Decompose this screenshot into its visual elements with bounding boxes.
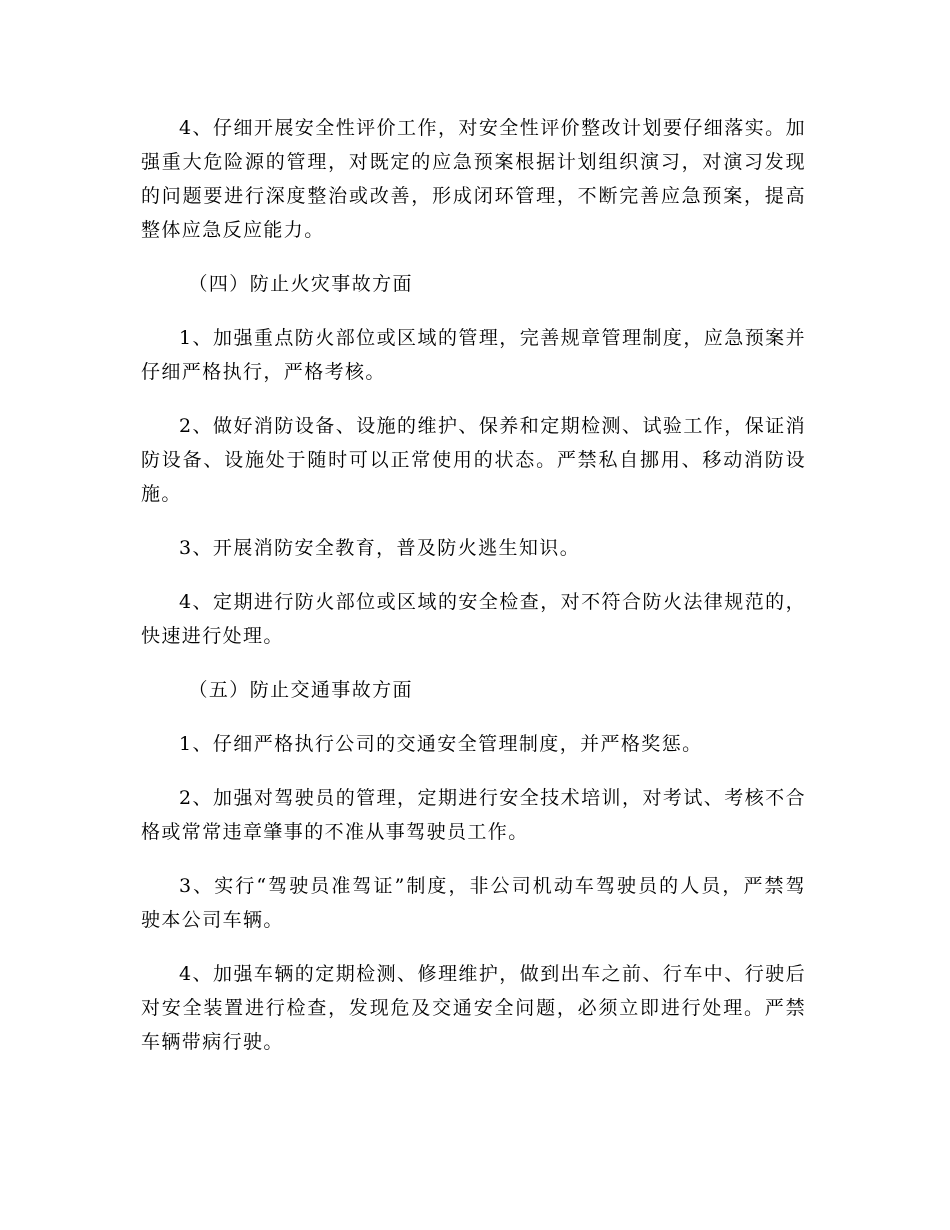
section-heading-traffic-prevention: （五）防止交通事故方面 [188, 679, 413, 701]
paragraph-fire-4: 4、定期进行防火部位或区域的安全检查，对不符合防火法律规范的，快速进行处理。 [141, 591, 806, 647]
paragraph-traffic-3: 3、实行“驾驶员准驾证”制度，非公司机动车驾驶员的人员，严禁驾驶本公司车辆。 [141, 875, 806, 931]
document-body [141, 111, 806, 1079]
paragraph-safety-evaluation: 4、仔细开展安全性评价工作，对安全性评价整改计划要仔细落实。加强重大危险源的管理，对既定的应急预案根据计划组织演习，对演习发现的问题要进行深度整治或改善，形成闭环管理，不断完善应急预案，提高整体应急反应能力。 [141, 117, 806, 241]
paragraph-fire-2: 2、做好消防设备、设施的维护、保养和定期检测、试验工作，保证消防设备、设施处于随时可以正常使用的状态。严禁私自挪用、移动消防设施。 [141, 415, 806, 505]
paragraph-traffic-1: 1、仔细严格执行公司的交通安全管理制度，并严格奖惩。 [179, 733, 703, 755]
paragraph-traffic-2: 2、加强对驾驶员的管理，定期进行安全技术培训，对考试、考核不合格或常常违章肇事的不准从事驾驶员工作。 [141, 787, 806, 843]
paragraph-fire-3: 3、开展消防安全教育，普及防火逃生知识。 [179, 537, 581, 559]
section-heading-fire-prevention: （四）防止火灾事故方面 [188, 273, 413, 295]
paragraph-traffic-4: 4、加强车辆的定期检测、修理维护，做到出车之前、行车中、行驶后对安全装置进行检查，发现危及交通安全问题，必须立即进行处理。严禁车辆带病行驶。 [141, 963, 806, 1053]
paragraph-fire-1: 1、加强重点防火部位或区域的管理，完善规章管理制度，应急预案并仔细严格执行，严格考核。 [141, 327, 806, 383]
